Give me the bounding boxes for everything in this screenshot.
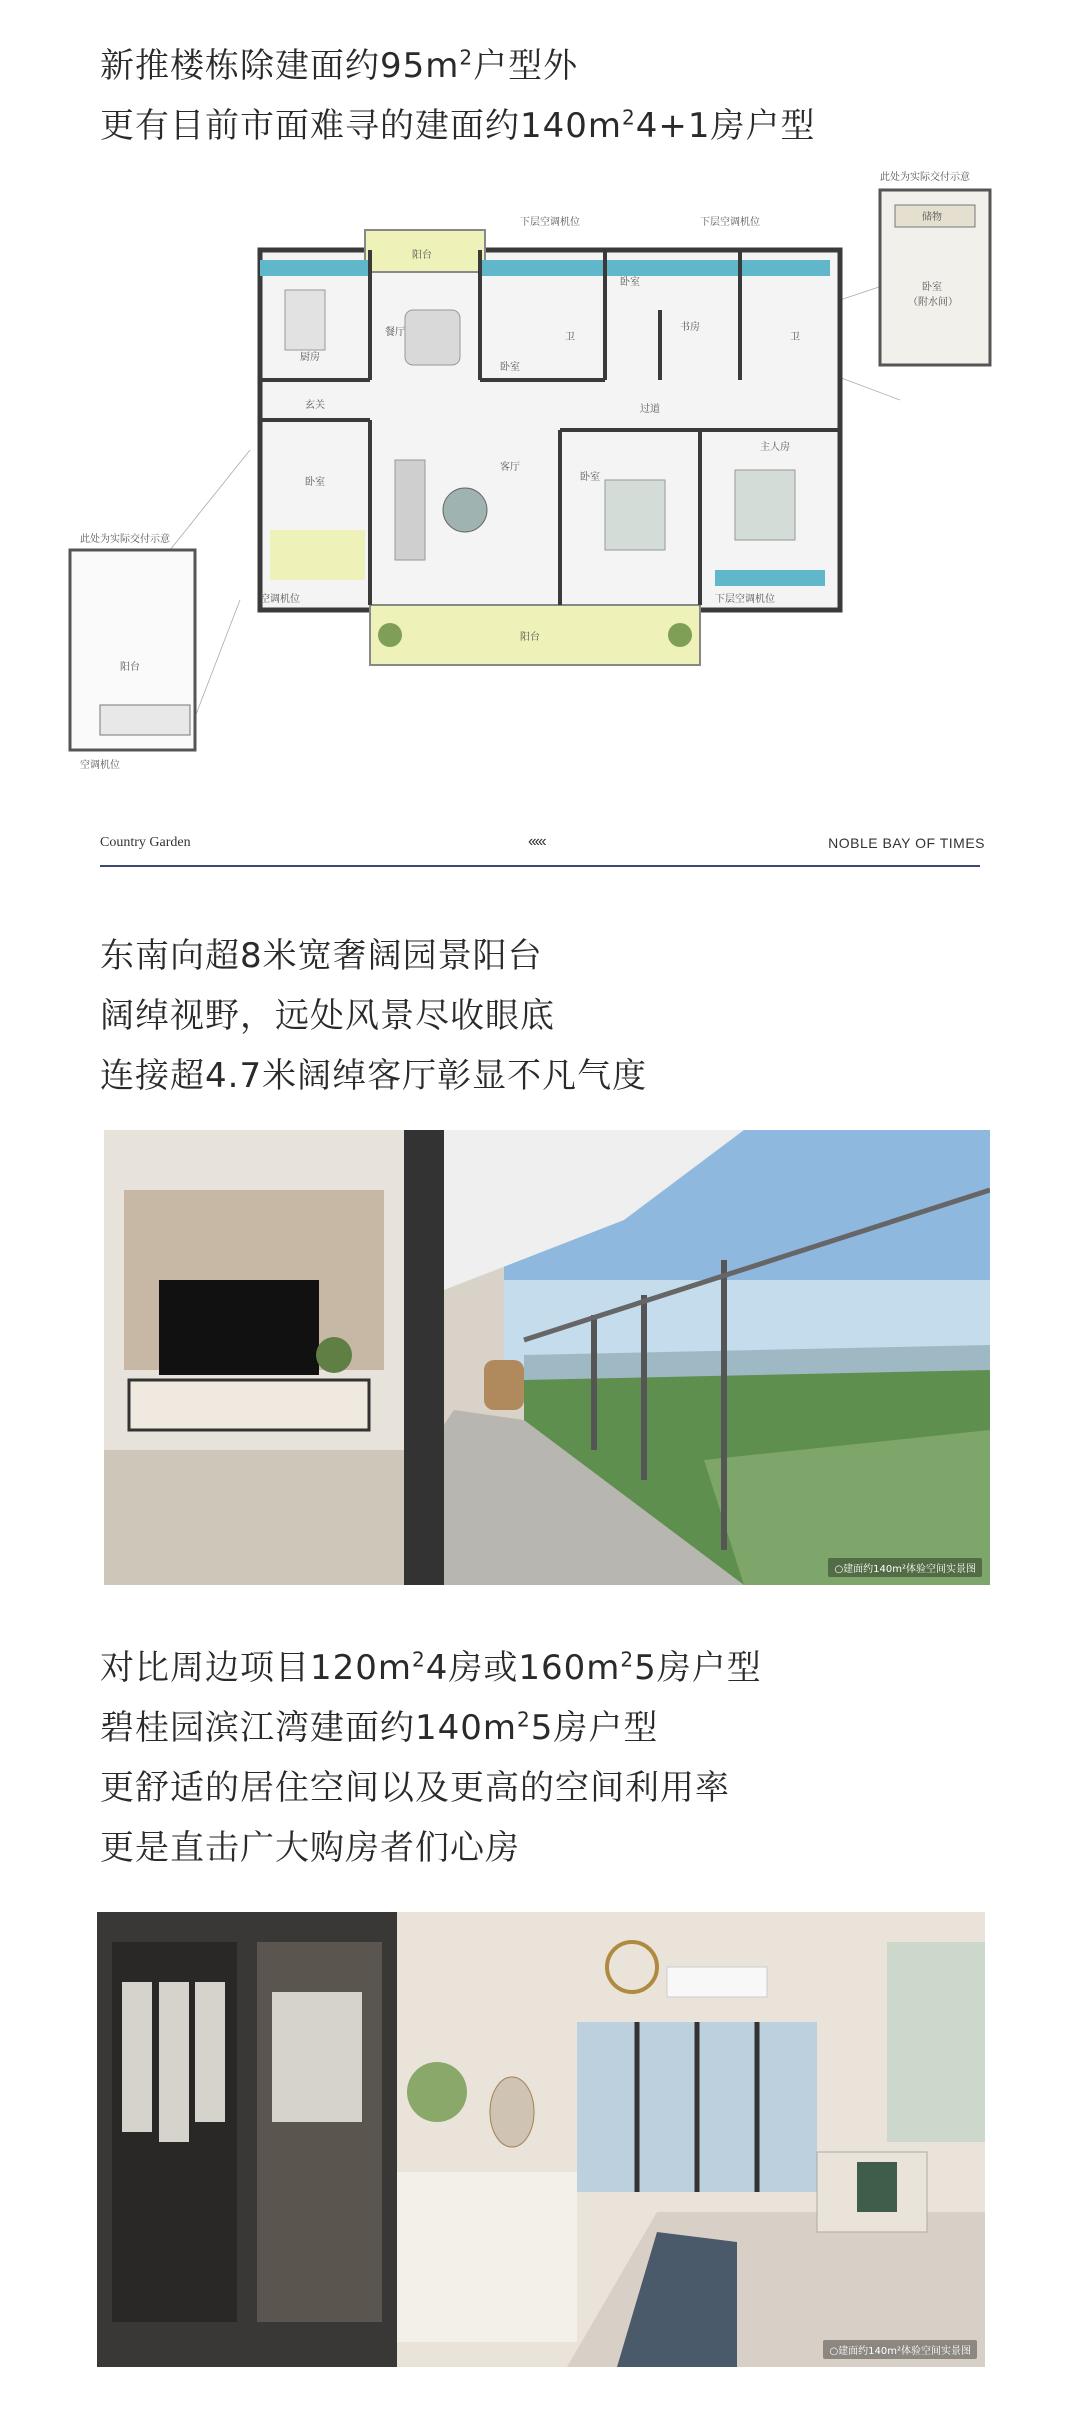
photo2-caption: ○建面约140m²体验空间实景图 xyxy=(823,2340,977,2359)
label-bath-a: 卫 xyxy=(565,332,575,343)
label-study: 书房 xyxy=(680,322,700,333)
label-bedroom-mid: 卧室 xyxy=(580,472,600,483)
intro-line-2: 更有目前市面难寻的建面约$140m^24+1$房户型 xyxy=(100,105,816,146)
label-dining: 餐厅 xyxy=(385,327,405,338)
photo1-caption: ○建面约140m²体验空间实景图 xyxy=(828,1558,982,1577)
bedroom-photo xyxy=(97,1912,985,2367)
floor-plan xyxy=(60,150,1020,790)
label-living: 客厅 xyxy=(500,462,520,473)
label-delivery-right: 此处为实际交付示意 xyxy=(880,172,970,183)
label-ac-left: 空调机位 xyxy=(260,594,300,605)
label-right-room-sub: （附水间） xyxy=(908,297,958,308)
label-ac-top1: 下层空调机位 xyxy=(520,217,580,228)
divider-rule xyxy=(100,865,980,867)
section2-line-3: 连接超4.7米阔绰客厅彰显不凡气度 xyxy=(100,1056,648,1096)
brand-left: Country Garden xyxy=(100,835,191,850)
label-delivery-left: 此处为实际交付示意 xyxy=(80,534,170,545)
label-bedroom-b: 卧室 xyxy=(620,277,640,288)
label-right-top: 储物 xyxy=(922,212,942,223)
label-balcony-main: 阳台 xyxy=(520,632,540,643)
section3-line-4: 更是直击广大购房者们心房 xyxy=(100,1828,520,1868)
label-master: 主人房 xyxy=(760,442,790,453)
intro-line-1: 新推楼栋除建面约$95m^2$户型外 xyxy=(100,45,579,86)
section3-line-1: 对比周边项目$120m^24$房或$160m^25$房户型 xyxy=(100,1647,762,1688)
label-balcony-top: 阳台 xyxy=(412,250,432,261)
section2-line-2: 阔绰视野，远处风景尽收眼底 xyxy=(100,996,555,1036)
label-bedroom-small: 卧室 xyxy=(305,477,325,488)
label-ac-bottom: 下层空调机位 xyxy=(715,594,775,605)
label-bedroom-a: 卧室 xyxy=(500,362,520,373)
label-entrance: 玄关 xyxy=(305,400,325,411)
label-right-room: 卧室 xyxy=(922,282,942,293)
label-kitchen: 厨房 xyxy=(300,352,320,363)
section3-line-3: 更舒适的居住空间以及更高的空间利用率 xyxy=(100,1768,730,1808)
label-ac-left2: 空调机位 xyxy=(80,760,120,771)
balcony-photo xyxy=(104,1130,990,1585)
section2-line-1: 东南向超8米宽奢阔园景阳台 xyxy=(100,936,543,976)
label-corridor: 过道 xyxy=(640,404,660,415)
label-balcony-left: 阳台 xyxy=(120,662,140,673)
label-ac-top2: 下层空调机位 xyxy=(700,217,760,228)
label-bath-b: 卫 xyxy=(790,332,800,343)
section3-line-2: 碧桂园滨江湾建面约$140m^25$房户型 xyxy=(100,1707,659,1748)
brand-right: NOBLE BAY OF TIMES xyxy=(828,835,985,851)
chevrons-icon: ‹‹‹‹‹ xyxy=(528,833,545,850)
